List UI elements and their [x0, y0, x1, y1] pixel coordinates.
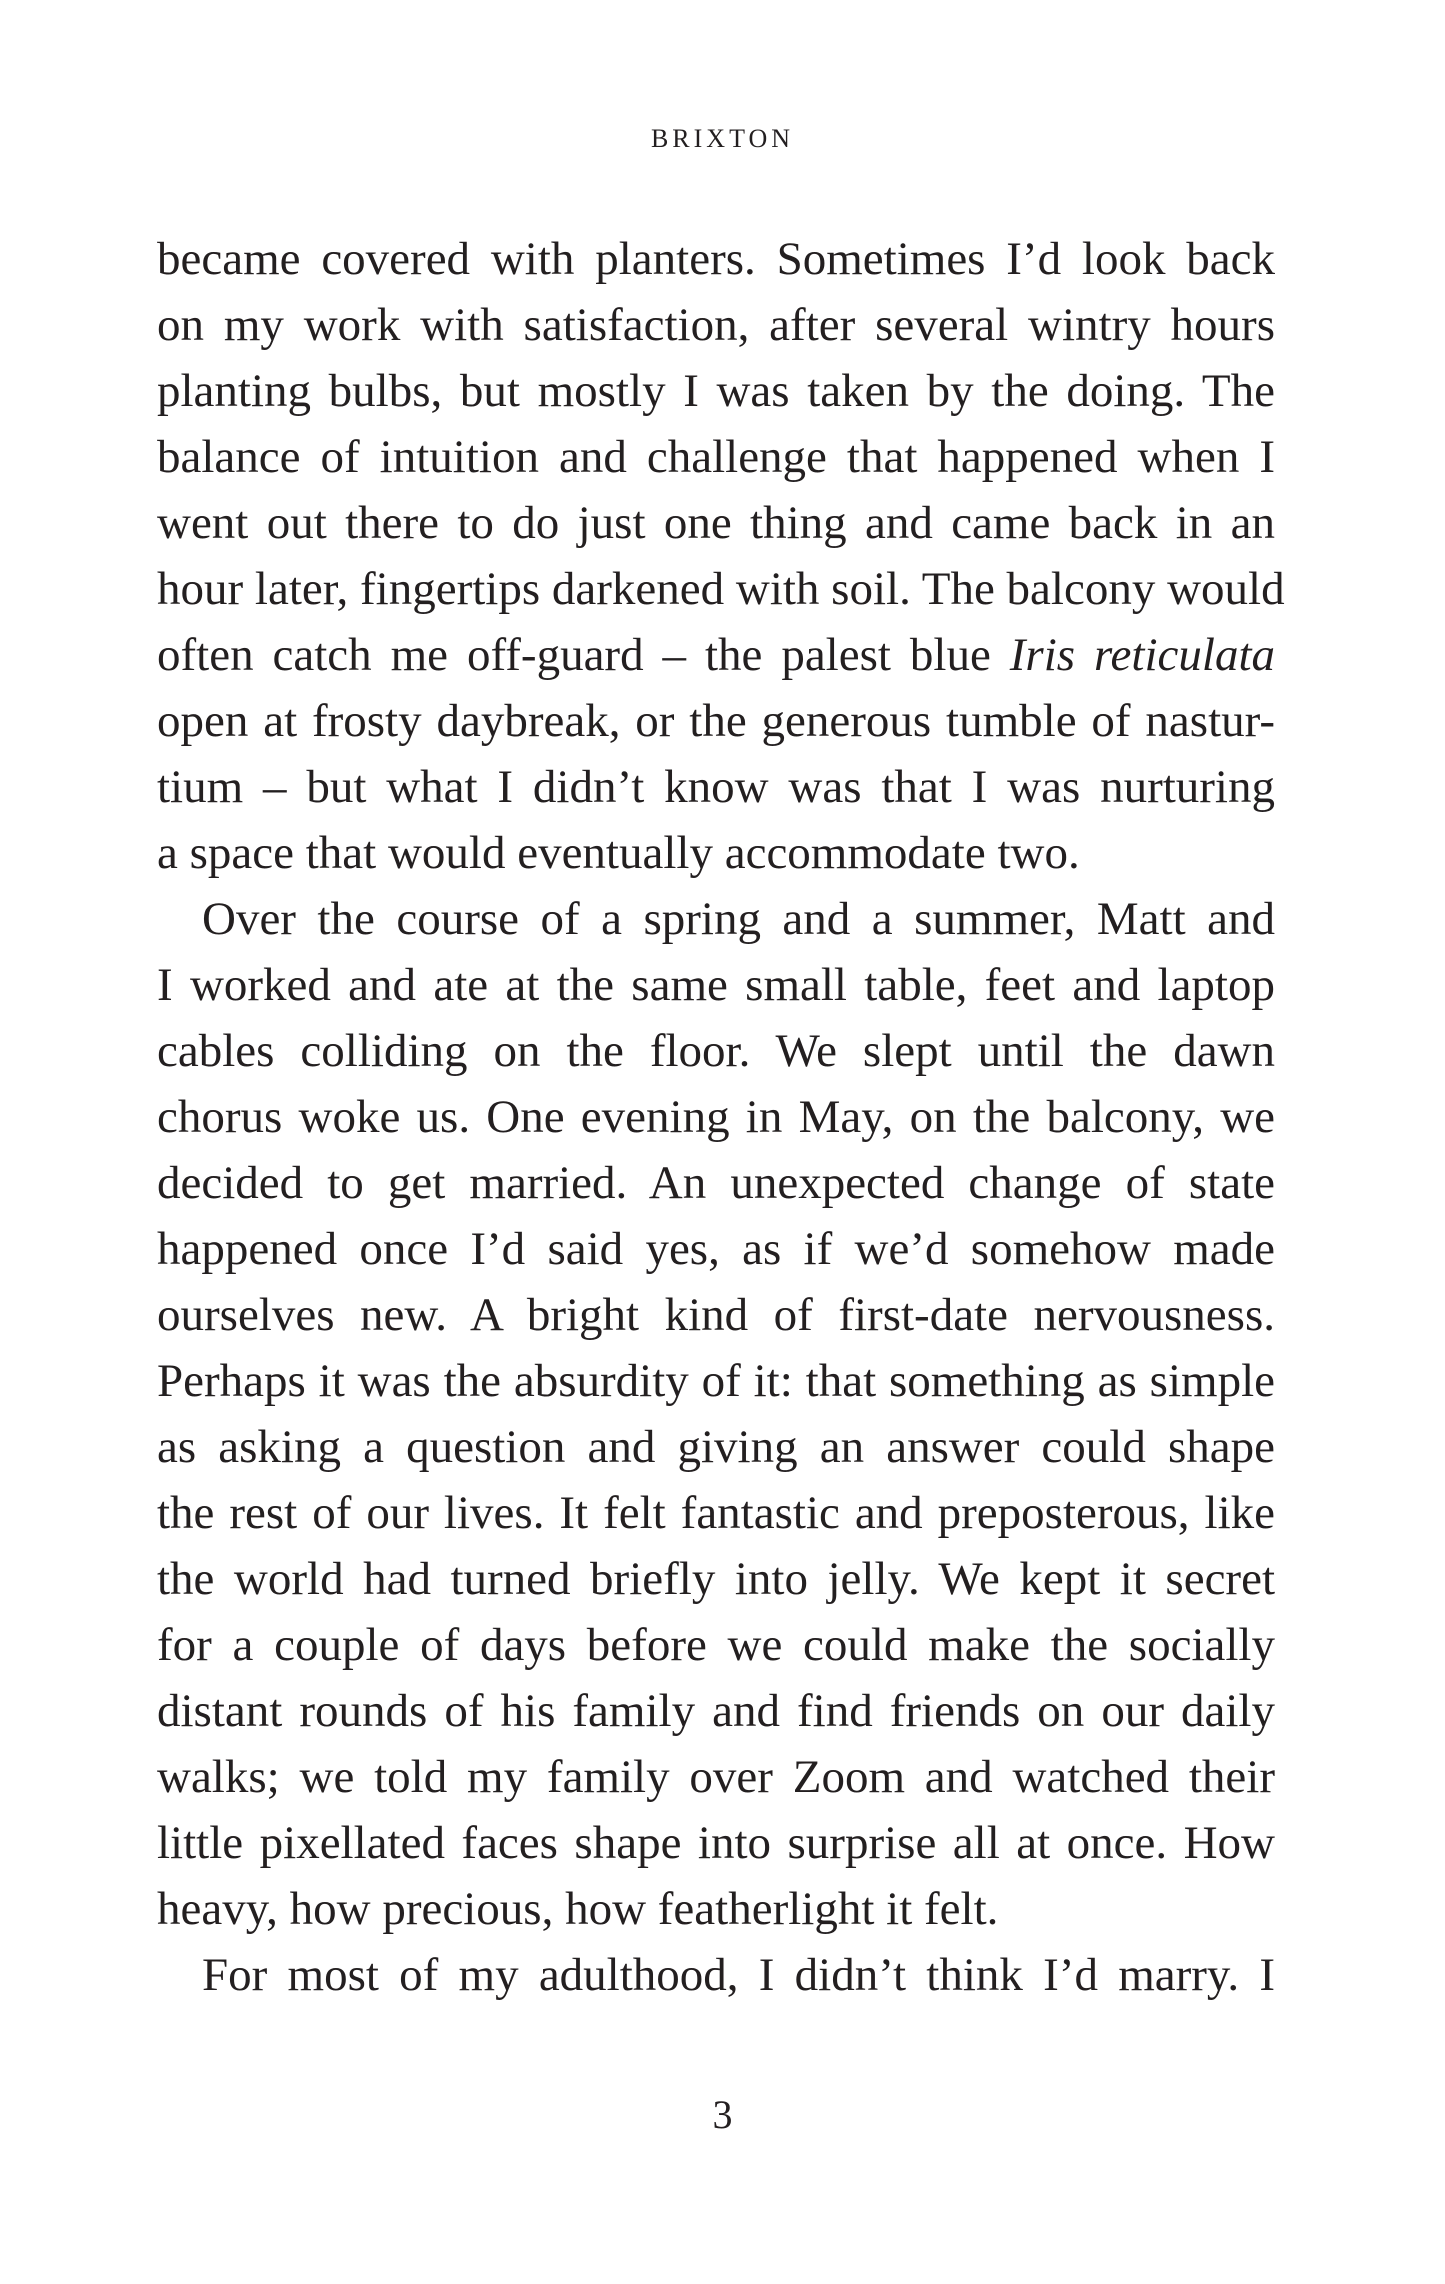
text-segment: Over the course of a spring and a summer, Matt and	[202, 893, 1275, 945]
text-segment: ourselves new. A bright kind of first-date nervousness.	[157, 1289, 1275, 1341]
text-line	[157, 556, 1285, 622]
text-line	[157, 1282, 1275, 1348]
running-head: BRIXTON	[650, 124, 795, 153]
text-segment: cables colliding on the floor. We slept until the dawn	[157, 1025, 1275, 1077]
text-segment: For most of my adulthood, I didn’t think I’d marry. I	[202, 1949, 1275, 2001]
text-segment: often catch me off-guard – the palest blue	[157, 629, 1010, 681]
text-line	[157, 226, 1275, 292]
text-segment: for a couple of days before we could make the socially	[157, 1619, 1275, 1671]
text-segment: hour later, fingertips darkened with soil. The balcony would	[157, 563, 1285, 615]
text-line	[157, 952, 1275, 1018]
text-segment: balance of intuition and challenge that happened when I	[157, 431, 1275, 483]
text-segment: chorus woke us. One evening in May, on the balcony, we	[157, 1091, 1275, 1143]
text-segment: a space that would eventually accommodate two.	[157, 827, 1080, 879]
text-segment: walks; we told my family over Zoom and watched their	[157, 1751, 1275, 1803]
body-text	[157, 226, 1285, 2008]
text-segment: the world had turned briefly into jelly. We kept it secret	[157, 1553, 1275, 1605]
text-line	[157, 1216, 1275, 1282]
text-line	[157, 688, 1275, 754]
page-number: 3	[712, 2092, 733, 2137]
text-line	[157, 1810, 1275, 1876]
text-segment: happened once I’d said yes, as if we’d somehow made	[157, 1223, 1275, 1275]
text-segment: planting bulbs, but mostly I was taken by the doing. The	[157, 365, 1275, 417]
text-segment: decided to get married. An unexpected change of state	[157, 1157, 1275, 1209]
text-line	[157, 424, 1275, 490]
text-line	[157, 358, 1275, 424]
text-line	[157, 490, 1275, 556]
text-line	[157, 1942, 1275, 2008]
text-segment: went out there to do just one thing and came back in an	[157, 497, 1275, 549]
text-line	[157, 1876, 1275, 1942]
text-line	[157, 1546, 1275, 1612]
italic-text-segment: Iris reticulata	[1009, 629, 1275, 681]
text-line	[157, 1018, 1275, 1084]
text-line	[157, 1084, 1275, 1150]
text-line	[157, 1150, 1275, 1216]
text-segment: I worked and ate at the same small table, feet and laptop	[157, 959, 1275, 1011]
text-segment: the rest of our lives. It felt fantastic and preposterous, like	[157, 1487, 1275, 1539]
text-line	[157, 1612, 1275, 1678]
text-line	[157, 820, 1275, 886]
text-segment: on my work with satisfaction, after several wintry hours	[157, 299, 1275, 351]
text-line	[157, 1678, 1275, 1744]
text-segment: little pixellated faces shape into surprise all at once. How	[157, 1817, 1275, 1869]
text-segment: open at frosty daybreak, or the generous tumble of nastur-	[157, 695, 1275, 747]
text-line	[157, 1414, 1275, 1480]
text-segment: heavy, how precious, how featherlight it felt.	[157, 1883, 999, 1935]
text-segment: became covered with planters. Sometimes I’d look back	[157, 233, 1275, 285]
text-line	[157, 1480, 1275, 1546]
text-segment: distant rounds of his family and find friends on our daily	[157, 1685, 1275, 1737]
text-line	[157, 292, 1275, 358]
text-line	[157, 622, 1275, 688]
text-line	[157, 886, 1275, 952]
text-line	[157, 1744, 1275, 1810]
text-segment: Perhaps it was the absurdity of it: that something as simple	[157, 1355, 1275, 1407]
text-segment: tium – but what I didn’t know was that I was nurturing	[157, 761, 1275, 813]
text-line	[157, 1348, 1275, 1414]
text-line	[157, 754, 1275, 820]
text-segment: as asking a question and giving an answer could shape	[157, 1421, 1275, 1473]
